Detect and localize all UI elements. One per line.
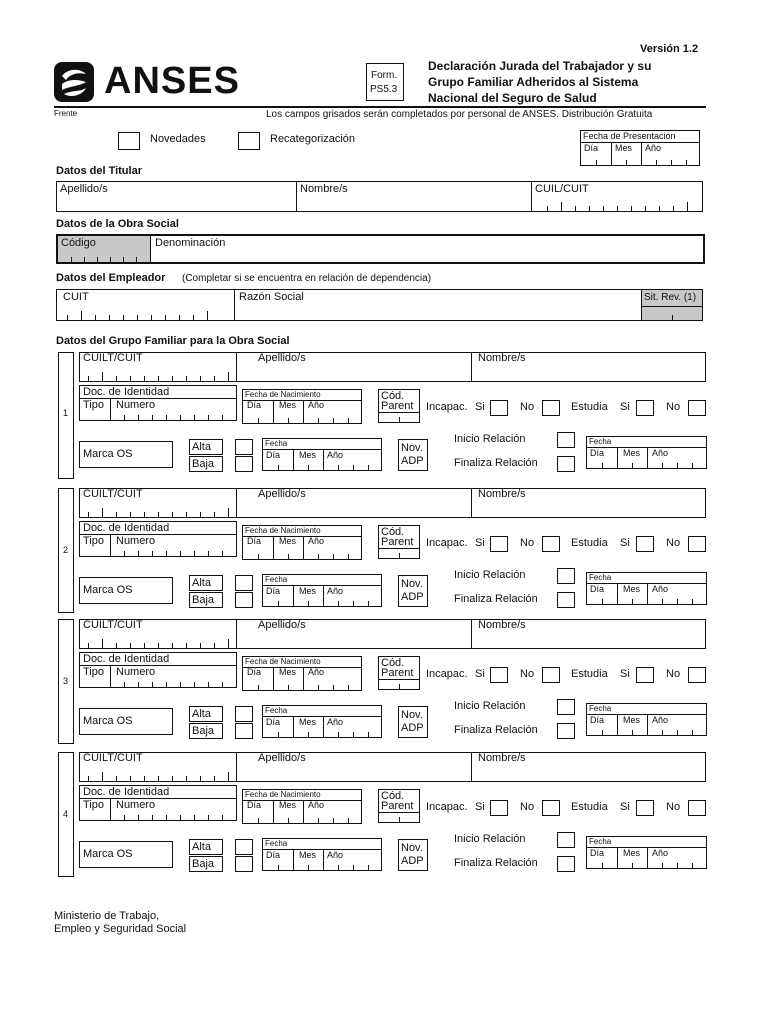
member-adp-label: ADP xyxy=(401,855,424,867)
anio-label: Año xyxy=(645,143,662,153)
member-incapac-si-label: Si xyxy=(475,537,485,549)
form-title-line2: Grupo Familiar Adheridos al Sistema xyxy=(428,75,639,89)
gray-fields-note: Los campos grisados serán completados por personal de ANSES. Distribución Gratuita xyxy=(266,109,653,120)
member-inicio-relacion-checkbox[interactable] xyxy=(557,432,575,448)
member-baja-checkbox[interactable] xyxy=(235,456,253,472)
member-alta-box xyxy=(189,706,223,722)
member-estudia-si-checkbox[interactable] xyxy=(636,667,654,683)
member-alta-label: Alta xyxy=(192,708,211,720)
member-estudia-label: Estudia xyxy=(571,401,608,413)
member-nombre-label: Nombre/s xyxy=(478,488,526,500)
fecha-presentacion-label: Fecha de Presentación xyxy=(583,131,676,141)
member-incapac-label: Incapac. xyxy=(426,668,468,680)
member-relacion-mes-label: Mes xyxy=(623,715,641,725)
member-inicio-relacion-label: Inicio Relación xyxy=(454,433,526,445)
member-cod-label: Cód. xyxy=(381,390,405,402)
member-inicio-relacion-checkbox[interactable] xyxy=(557,568,575,584)
member-finaliza-relacion-label: Finaliza Relación xyxy=(454,724,538,736)
member-mes-label: Mes xyxy=(279,400,297,410)
member-fecha-nac-label: Fecha de Nacimiento xyxy=(245,790,321,799)
member-cuil-label: CUILT/CUIT xyxy=(83,752,143,764)
member-finaliza-relacion-checkbox[interactable] xyxy=(557,723,575,739)
member-incapac-si-checkbox[interactable] xyxy=(490,800,508,816)
member-relacion-fecha-label: Fecha xyxy=(589,704,612,713)
member-parent-label: Parent xyxy=(381,800,414,812)
member-baja-label: Baja xyxy=(192,858,215,870)
member-number: 4 xyxy=(63,809,69,819)
member-alta-anio-label: Año xyxy=(327,450,344,460)
member-mes-label: Mes xyxy=(279,536,297,546)
member-estudia-si-label: Si xyxy=(620,537,630,549)
member-estudia-no-label: No xyxy=(666,537,681,549)
member-nov-label: Nov. xyxy=(401,578,423,590)
member-incapac-no-label: No xyxy=(520,401,535,413)
member-nombre-label: Nombre/s xyxy=(478,752,526,764)
member-cod-parent[interactable] xyxy=(378,789,420,823)
member-relacion-dia-label: Día xyxy=(590,448,605,458)
member-apellido-label: Apellido/s xyxy=(258,352,306,364)
member-fecha-nacimiento[interactable] xyxy=(242,389,362,424)
member-cuil-apellido-nombre-row[interactable] xyxy=(79,352,706,382)
member-fecha-label: Fecha xyxy=(265,575,288,584)
member-relacion-fecha-label: Fecha xyxy=(589,573,612,582)
member-mes-label: Mes xyxy=(279,800,297,810)
titular-section-title: Datos del Titular xyxy=(56,165,142,177)
footer-line1: Ministerio de Trabajo, xyxy=(54,910,160,922)
member-dia-label: Día xyxy=(247,800,262,810)
member-number: 1 xyxy=(63,408,69,418)
member-relacion-dia-label: Día xyxy=(590,715,605,725)
member-estudia-no-checkbox[interactable] xyxy=(688,667,706,683)
member-nov-label: Nov. xyxy=(401,709,423,721)
member-cod-label: Cód. xyxy=(381,790,405,802)
member-inicio-relacion-label: Inicio Relación xyxy=(454,700,526,712)
razon-social-label: Razón Social xyxy=(239,291,304,303)
sit-rev-gray-field xyxy=(641,290,702,320)
titular-cuil-label: CUIL/CUIT xyxy=(535,183,589,195)
member-inicio-relacion-label: Inicio Relación xyxy=(454,569,526,581)
member-finaliza-relacion-checkbox[interactable] xyxy=(557,456,575,472)
member-parent-label: Parent xyxy=(381,400,414,412)
member-anio-label: Año xyxy=(308,800,325,810)
member-fecha-nacimiento[interactable] xyxy=(242,656,362,691)
member-nov-adp[interactable] xyxy=(398,839,428,871)
member-alta-label: Alta xyxy=(192,577,211,589)
dia-label: Día xyxy=(584,143,599,153)
member-numero-label: Numero xyxy=(116,399,156,411)
member-tipo-label: Tipo xyxy=(83,666,104,678)
member-cuil-apellido-nombre-row[interactable] xyxy=(79,488,706,518)
member-incapac-no-label: No xyxy=(520,537,535,549)
member-alta-label: Alta xyxy=(192,841,211,853)
member-finaliza-relacion-label: Finaliza Relación xyxy=(454,593,538,605)
member-doc-label: Doc. de Identidad xyxy=(83,653,170,665)
member-marca-os[interactable] xyxy=(79,708,173,735)
member-cod-parent[interactable] xyxy=(378,525,420,559)
member-nombre-label: Nombre/s xyxy=(478,619,526,631)
frente-label: Frente xyxy=(54,109,78,118)
form-title-line3: Nacional del Seguro de Salud xyxy=(428,91,597,105)
obra-social-section-title: Datos de la Obra Social xyxy=(56,218,179,230)
member-relacion-mes-label: Mes xyxy=(623,848,641,858)
member-dia-label: Día xyxy=(247,400,262,410)
member-number-box xyxy=(58,352,74,479)
empleador-row[interactable] xyxy=(56,289,703,321)
member-adp-label: ADP xyxy=(401,722,424,734)
member-alta-dia-label: Día xyxy=(266,717,281,727)
member-number-box xyxy=(58,619,74,744)
member-parent-label: Parent xyxy=(381,536,414,548)
member-alta-dia-label: Día xyxy=(266,586,281,596)
member-inicio-relacion-checkbox[interactable] xyxy=(557,699,575,715)
member-marca-os[interactable] xyxy=(79,577,173,604)
member-marca-os-label: Marca OS xyxy=(83,448,133,460)
member-parent-label: Parent xyxy=(381,667,414,679)
member-nov-adp[interactable] xyxy=(398,439,428,471)
member-number: 3 xyxy=(63,676,69,686)
member-fecha-nac-label: Fecha de Nacimiento xyxy=(245,657,321,666)
member-marca-os-label: Marca OS xyxy=(83,848,133,860)
member-relacion-anio-label: Año xyxy=(652,584,669,594)
member-relacion-anio-label: Año xyxy=(652,448,669,458)
member-cuil-label: CUILT/CUIT xyxy=(83,488,143,500)
member-alta-anio-label: Año xyxy=(327,717,344,727)
member-alta-box xyxy=(189,439,223,455)
member-doc-label: Doc. de Identidad xyxy=(83,786,170,798)
member-incapac-si-checkbox[interactable] xyxy=(490,400,508,416)
member-alta-dia-label: Día xyxy=(266,450,281,460)
member-incapac-label: Incapac. xyxy=(426,401,468,413)
member-number-box xyxy=(58,752,74,877)
sit-rev-label: Sit. Rev. (1) xyxy=(644,292,697,303)
empleador-section-title: Datos del Empleador xyxy=(56,272,166,284)
member-baja-label: Baja xyxy=(192,458,215,470)
member-marca-os-label: Marca OS xyxy=(83,715,133,727)
member-fecha-label: Fecha xyxy=(265,839,288,848)
member-incapac-si-label: Si xyxy=(475,401,485,413)
member-estudia-no-checkbox[interactable] xyxy=(688,800,706,816)
recategorizacion-checkbox[interactable] xyxy=(238,132,260,150)
member-alta-mes-label: Mes xyxy=(299,850,317,860)
member-cuil-label: CUILT/CUIT xyxy=(83,352,143,364)
titular-row[interactable] xyxy=(56,181,703,212)
empleador-note: (Completar si se encuentra en relación de dependencia) xyxy=(182,273,432,284)
member-estudia-si-label: Si xyxy=(620,668,630,680)
member-incapac-si-label: Si xyxy=(475,801,485,813)
member-relacion-fecha-label: Fecha xyxy=(589,837,612,846)
member-estudia-no-checkbox[interactable] xyxy=(688,536,706,552)
member-alta-box xyxy=(189,839,223,855)
member-relacion-fecha[interactable] xyxy=(586,572,707,605)
novedades-label: Novedades xyxy=(150,133,206,145)
member-baja-box xyxy=(189,592,223,608)
member-fecha-nacimiento[interactable] xyxy=(242,525,362,560)
member-tipo-label: Tipo xyxy=(83,535,104,547)
member-incapac-no-checkbox[interactable] xyxy=(542,400,560,416)
member-relacion-mes-label: Mes xyxy=(623,584,641,594)
member-alta-anio-label: Año xyxy=(327,586,344,596)
member-estudia-no-checkbox[interactable] xyxy=(688,400,706,416)
member-doc-identidad[interactable] xyxy=(79,785,237,821)
member-finaliza-relacion-label: Finaliza Relación xyxy=(454,457,538,469)
member-incapac-label: Incapac. xyxy=(426,801,468,813)
member-cod-parent[interactable] xyxy=(378,389,420,423)
member-incapac-label: Incapac. xyxy=(426,537,468,549)
member-alta-anio-label: Año xyxy=(327,850,344,860)
member-doc-label: Doc. de Identidad xyxy=(83,522,170,534)
member-alta-dia-label: Día xyxy=(266,850,281,860)
member-number: 2 xyxy=(63,545,69,555)
member-finaliza-relacion-checkbox[interactable] xyxy=(557,856,575,872)
member-baja-box xyxy=(189,856,223,872)
member-nov-adp[interactable] xyxy=(398,575,428,607)
member-fecha-nac-label: Fecha de Nacimiento xyxy=(245,526,321,535)
member-incapac-no-label: No xyxy=(520,668,535,680)
member-estudia-label: Estudia xyxy=(571,668,608,680)
member-incapac-no-checkbox[interactable] xyxy=(542,536,560,552)
version-label: Versión 1.2 xyxy=(640,43,699,55)
member-apellido-label: Apellido/s xyxy=(258,752,306,764)
member-fecha-label: Fecha xyxy=(265,439,288,448)
member-cod-parent[interactable] xyxy=(378,656,420,690)
member-marca-os[interactable] xyxy=(79,841,173,868)
member-alta-checkbox[interactable] xyxy=(235,439,253,455)
member-baja-box xyxy=(189,723,223,739)
member-estudia-no-label: No xyxy=(666,801,681,813)
form-label: Form. xyxy=(371,70,398,81)
member-relacion-fecha-label: Fecha xyxy=(589,437,612,446)
member-doc-identidad[interactable] xyxy=(79,385,237,421)
member-alta-baja-fecha[interactable] xyxy=(262,838,382,871)
member-anio-label: Año xyxy=(308,400,325,410)
member-cuil-apellido-nombre-row[interactable] xyxy=(79,619,706,649)
titular-nombre-label: Nombre/s xyxy=(300,183,348,195)
fecha-presentacion-box[interactable] xyxy=(580,130,700,166)
member-finaliza-relacion-label: Finaliza Relación xyxy=(454,857,538,869)
member-doc-label: Doc. de Identidad xyxy=(83,386,170,398)
member-incapac-si-checkbox[interactable] xyxy=(490,536,508,552)
member-estudia-no-label: No xyxy=(666,401,681,413)
member-baja-box xyxy=(189,456,223,472)
footer-line2: Empleo y Seguridad Social xyxy=(54,923,187,935)
member-baja-label: Baja xyxy=(192,725,215,737)
member-incapac-no-label: No xyxy=(520,801,535,813)
member-inicio-relacion-label: Inicio Relación xyxy=(454,833,526,845)
member-dia-label: Día xyxy=(247,536,262,546)
member-alta-baja-fecha[interactable] xyxy=(262,438,382,471)
member-marca-os-label: Marca OS xyxy=(83,584,133,596)
member-relacion-dia-label: Día xyxy=(590,848,605,858)
member-nov-label: Nov. xyxy=(401,442,423,454)
member-relacion-mes-label: Mes xyxy=(623,448,641,458)
member-nombre-label: Nombre/s xyxy=(478,352,526,364)
form-code: PS5.3 xyxy=(370,84,398,95)
member-relacion-anio-label: Año xyxy=(652,715,669,725)
anses-logo-icon xyxy=(54,62,94,102)
member-numero-label: Numero xyxy=(116,799,156,811)
obra-social-row[interactable] xyxy=(56,234,705,264)
member-numero-label: Numero xyxy=(116,535,156,547)
recategorizacion-label: Recategorización xyxy=(270,133,355,145)
member-baja-checkbox[interactable] xyxy=(235,592,253,608)
member-tipo-label: Tipo xyxy=(83,399,104,411)
member-fecha-label: Fecha xyxy=(265,706,288,715)
member-alta-baja-fecha[interactable] xyxy=(262,705,382,738)
member-estudia-no-label: No xyxy=(666,668,681,680)
member-incapac-no-checkbox[interactable] xyxy=(542,667,560,683)
member-alta-mes-label: Mes xyxy=(299,586,317,596)
member-finaliza-relacion-checkbox[interactable] xyxy=(557,592,575,608)
form-code-box xyxy=(366,63,404,101)
member-cuil-apellido-nombre-row[interactable] xyxy=(79,752,706,782)
denominacion-label: Denominación xyxy=(155,237,226,249)
member-fecha-nacimiento[interactable] xyxy=(242,789,362,824)
member-anio-label: Año xyxy=(308,536,325,546)
member-alta-mes-label: Mes xyxy=(299,450,317,460)
codigo-label: Código xyxy=(61,237,96,249)
empleador-cuit-label: CUIT xyxy=(63,291,89,303)
member-relacion-fecha[interactable] xyxy=(586,836,707,869)
member-incapac-no-checkbox[interactable] xyxy=(542,800,560,816)
member-baja-label: Baja xyxy=(192,594,215,606)
member-alta-checkbox[interactable] xyxy=(235,839,253,855)
member-alta-label: Alta xyxy=(192,441,211,453)
member-nov-label: Nov. xyxy=(401,842,423,854)
member-baja-checkbox[interactable] xyxy=(235,723,253,739)
member-cod-label: Cód. xyxy=(381,657,405,669)
member-fecha-nac-label: Fecha de Nacimiento xyxy=(245,390,321,399)
member-adp-label: ADP xyxy=(401,591,424,603)
grupo-section-title: Datos del Grupo Familiar para la Obra Social xyxy=(56,335,290,347)
member-incapac-si-label: Si xyxy=(475,668,485,680)
member-dia-label: Día xyxy=(247,667,262,677)
member-marca-os[interactable] xyxy=(79,441,173,468)
member-doc-identidad[interactable] xyxy=(79,652,237,688)
member-estudia-label: Estudia xyxy=(571,801,608,813)
member-apellido-label: Apellido/s xyxy=(258,488,306,500)
member-estudia-si-checkbox[interactable] xyxy=(636,800,654,816)
anses-logo-text: ANSES xyxy=(104,60,240,102)
member-baja-checkbox[interactable] xyxy=(235,856,253,872)
member-alta-checkbox[interactable] xyxy=(235,575,253,591)
member-estudia-si-label: Si xyxy=(620,801,630,813)
member-incapac-si-checkbox[interactable] xyxy=(490,667,508,683)
member-alta-baja-fecha[interactable] xyxy=(262,574,382,607)
novedades-checkbox[interactable] xyxy=(118,132,140,150)
member-apellido-label: Apellido/s xyxy=(258,619,306,631)
member-cod-label: Cód. xyxy=(381,526,405,538)
member-anio-label: Año xyxy=(308,667,325,677)
member-relacion-dia-label: Día xyxy=(590,584,605,594)
member-cuil-label: CUILT/CUIT xyxy=(83,619,143,631)
member-alta-box xyxy=(189,575,223,591)
member-nov-adp[interactable] xyxy=(398,706,428,738)
member-number-box xyxy=(58,488,74,613)
titular-apellido-label: Apellido/s xyxy=(60,183,108,195)
member-tipo-label: Tipo xyxy=(83,799,104,811)
member-relacion-fecha[interactable] xyxy=(586,703,707,736)
member-relacion-anio-label: Año xyxy=(652,848,669,858)
form-title-line1: Declaración Jurada del Trabajador y su xyxy=(428,59,652,73)
member-numero-label: Numero xyxy=(116,666,156,678)
member-estudia-si-label: Si xyxy=(620,401,630,413)
member-inicio-relacion-checkbox[interactable] xyxy=(557,832,575,848)
member-alta-mes-label: Mes xyxy=(299,717,317,727)
mes-label: Mes xyxy=(615,143,633,153)
member-mes-label: Mes xyxy=(279,667,297,677)
member-relacion-fecha[interactable] xyxy=(586,436,707,469)
member-doc-identidad[interactable] xyxy=(79,521,237,557)
member-adp-label: ADP xyxy=(401,455,424,467)
member-alta-checkbox[interactable] xyxy=(235,706,253,722)
member-estudia-label: Estudia xyxy=(571,537,608,549)
header-rule xyxy=(54,106,706,108)
member-estudia-si-checkbox[interactable] xyxy=(636,536,654,552)
member-estudia-si-checkbox[interactable] xyxy=(636,400,654,416)
